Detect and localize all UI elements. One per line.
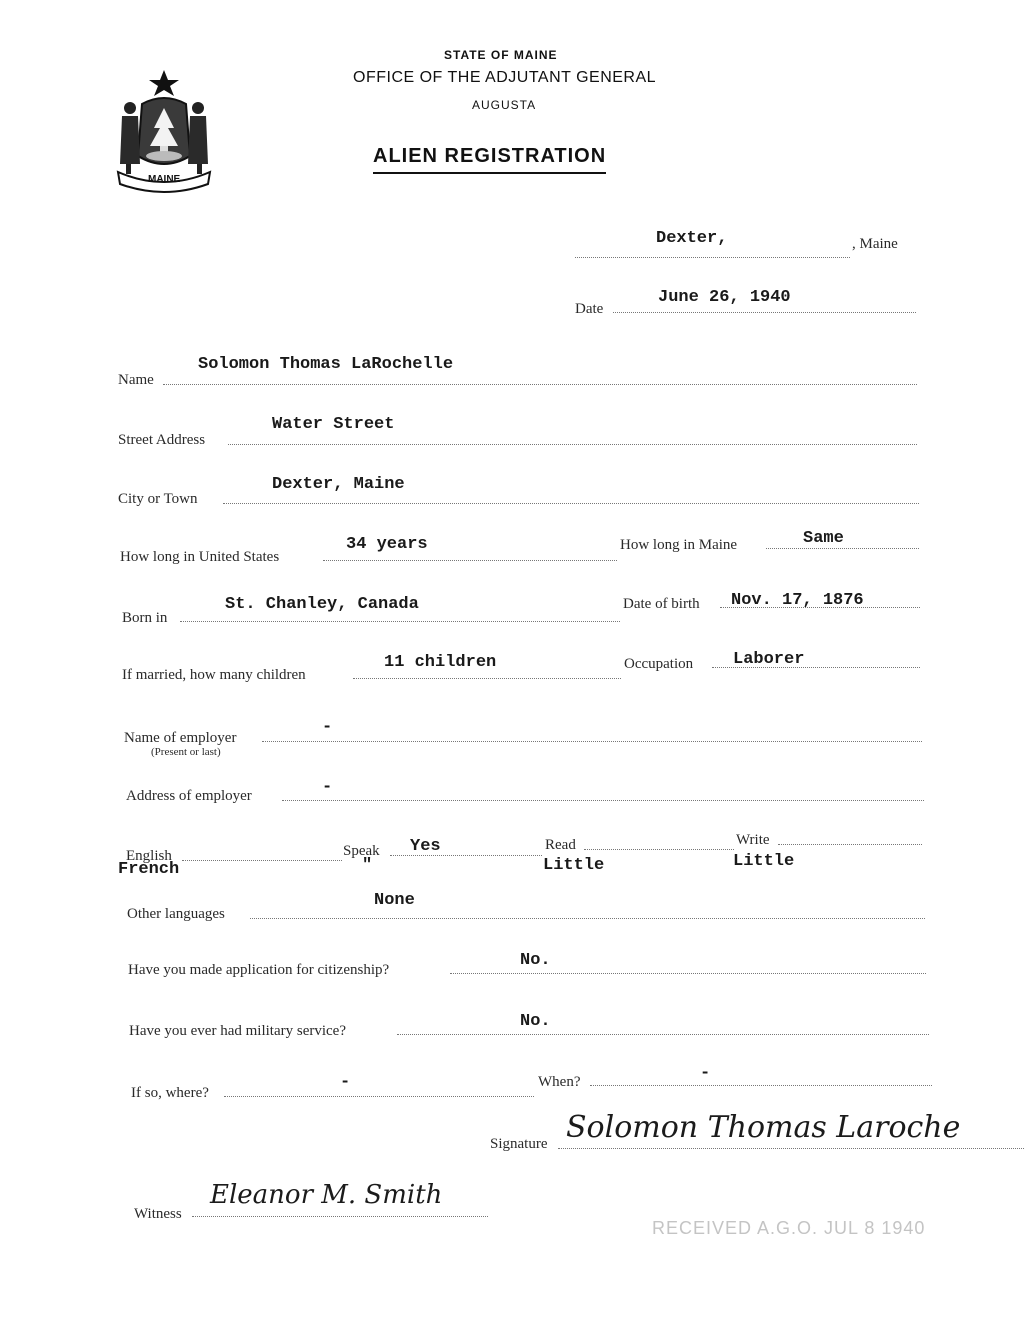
date-of-birth-value: Nov. 17, 1876: [731, 591, 864, 610]
born-in-value: St. Chanley, Canada: [225, 595, 419, 614]
french-write-value: Little: [733, 852, 795, 871]
how-long-maine-value: Same: [803, 529, 844, 548]
french-read-value: Little: [543, 856, 605, 875]
witness-value: Eleanor M. Smith: [210, 1180, 443, 1210]
children-value: 11 children: [384, 653, 497, 672]
born-in-label: Born in: [122, 610, 168, 626]
french-speak-value: ": [362, 856, 373, 875]
when-label: When?: [538, 1074, 581, 1090]
received-stamp: RECEIVED A.G.O. JUL 8 1940: [652, 1218, 926, 1238]
header-state: STATE OF MAINE: [444, 48, 558, 62]
employer-name-sublabel: (Present or last): [151, 746, 221, 758]
citizenship-value: No.: [520, 951, 551, 970]
write-label: Write: [736, 832, 770, 848]
city-label: City or Town: [118, 491, 198, 507]
employer-address-label: Address of employer: [126, 788, 252, 804]
occupation-label: Occupation: [624, 656, 694, 672]
how-long-us-value: 34 years: [346, 535, 428, 554]
where-value: -: [340, 1073, 351, 1092]
children-label: If married, how many children: [122, 667, 306, 683]
header-office: OFFICE OF THE ADJUTANT GENERAL: [353, 69, 657, 86]
witness-label: Witness: [134, 1206, 182, 1222]
date-label: Date: [575, 301, 604, 317]
street-address-value: Water Street: [272, 415, 395, 434]
occupation-value: Laborer: [733, 650, 805, 669]
french-label: French: [118, 860, 180, 879]
other-languages-value: None: [374, 891, 415, 910]
name-value: Solomon Thomas LaRochelle: [198, 355, 454, 374]
read-label: Read: [545, 837, 576, 853]
military-value: No.: [520, 1012, 551, 1031]
how-long-us-label: How long in United States: [120, 549, 280, 565]
street-address-label: Street Address: [118, 432, 206, 448]
place-town-value: Dexter,: [656, 229, 728, 248]
where-label: If so, where?: [131, 1085, 209, 1101]
other-languages-label: Other languages: [127, 906, 225, 922]
header-city: AUGUSTA: [472, 98, 537, 112]
english-label: English: [126, 848, 172, 864]
employer-name-value: -: [322, 718, 333, 737]
seal-label: MAINE: [148, 174, 181, 185]
speak-label: Speak: [343, 843, 380, 859]
date-of-birth-label: Date of birth: [623, 596, 700, 612]
when-value: -: [700, 1064, 711, 1083]
city-value: Dexter, Maine: [272, 475, 405, 494]
employer-address-value: -: [322, 778, 333, 797]
form-title: ALIEN REGISTRATION: [373, 145, 606, 174]
citizenship-label: Have you made application for citizenship?: [128, 962, 390, 978]
signature-value: Solomon Thomas Laroche: [566, 1110, 961, 1145]
place-maine-label: , Maine: [852, 236, 898, 252]
employer-name-label: Name of employer: [124, 730, 237, 746]
maine-state-seal: [112, 68, 216, 196]
english-speak-value: Yes: [410, 837, 441, 856]
signature-label: Signature: [490, 1136, 548, 1152]
date-value: June 26, 1940: [658, 288, 791, 307]
military-label: Have you ever had military service?: [129, 1023, 346, 1039]
how-long-maine-label: How long in Maine: [620, 537, 738, 553]
name-label: Name: [118, 372, 154, 388]
